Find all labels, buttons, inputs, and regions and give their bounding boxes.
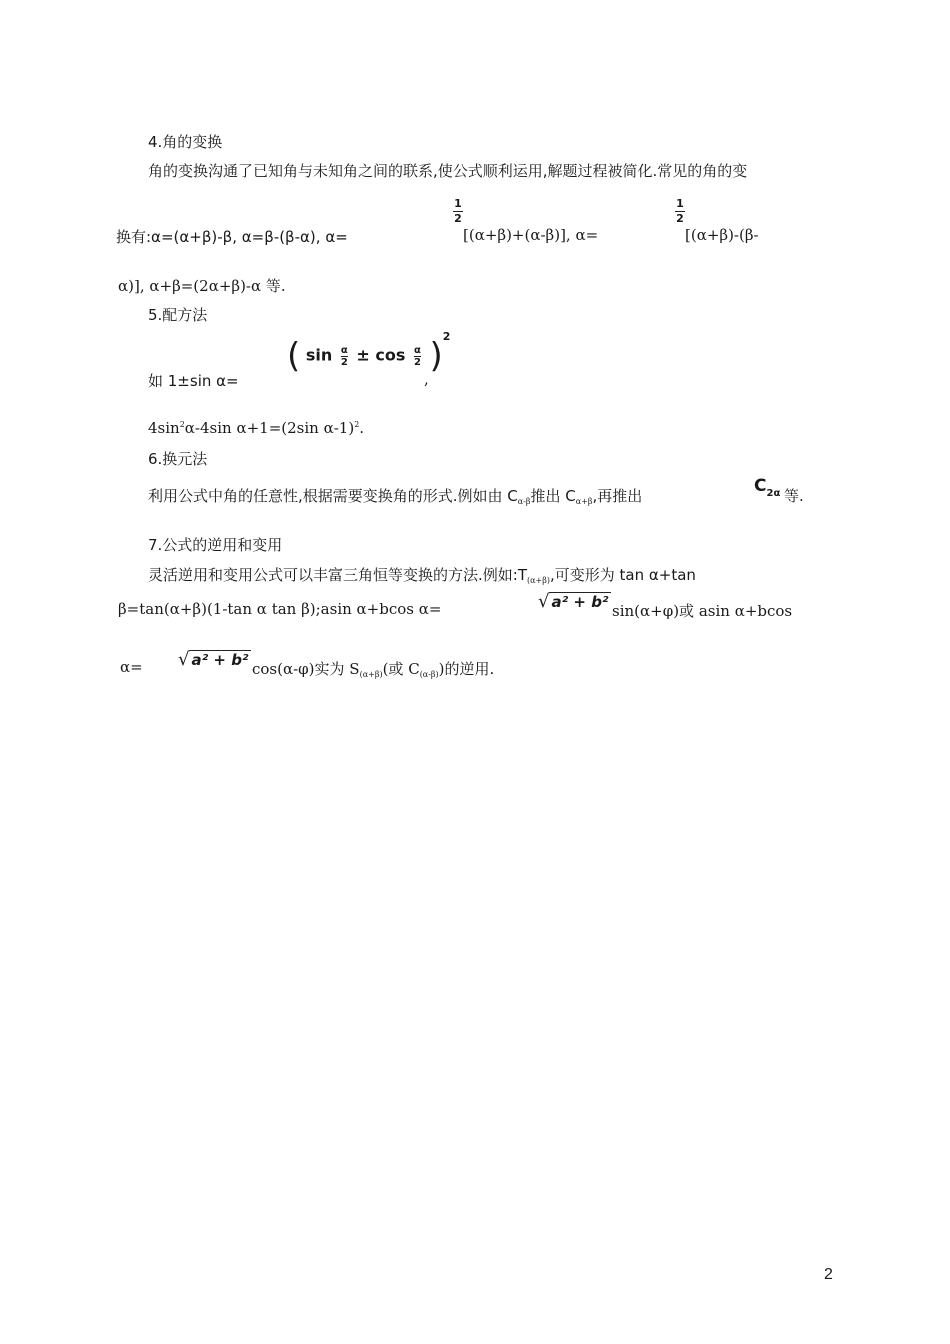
subscript: α+β <box>575 497 593 506</box>
fraction-denominator: 2 <box>676 212 684 225</box>
section-4-line-1: 角的变换沟通了已知角与未知角之间的联系,使公式顺利运用,解题过程被简化.常见的角的变 <box>148 162 748 180</box>
section-5-line-2 <box>148 419 364 437</box>
section-6-line-1 <box>148 485 642 506</box>
math-half-alpha-2 <box>414 345 421 368</box>
math-two: 2 <box>413 356 421 368</box>
math-alpha: α <box>413 344 421 356</box>
fraction-numerator: 1 <box>676 197 684 210</box>
sqrt-a2-b2 <box>538 591 611 612</box>
left-paren: ( <box>287 336 301 376</box>
page-number: 2 <box>824 1266 833 1283</box>
subscript: (α+β) <box>359 670 383 679</box>
section-5-line-2c: . <box>359 419 365 437</box>
math-c-sub: 2α <box>766 488 781 499</box>
math-square: 2 <box>442 330 451 344</box>
section-6-heading: 6.换元法 <box>148 450 208 468</box>
section-7-text-d: (或 C <box>382 660 420 678</box>
section-7-heading: 7.公式的逆用和变用 <box>148 536 283 554</box>
sqrt-a2-b2-2 <box>178 649 251 670</box>
section-4-line-3: α)], α+β=(2α+β)-α 等. <box>118 277 286 295</box>
math-cos: cos <box>375 345 406 365</box>
section-5-line-2a: 4sin <box>148 419 180 437</box>
sqrt-body: a² + b² <box>191 651 249 669</box>
section-7-line-2b: sin(α+φ)或 asin α+bcos <box>612 602 793 620</box>
section-5-line-1a-text: 如 1±sin α= <box>148 372 239 390</box>
math-pm: ± <box>356 345 370 365</box>
section-7-text-c: cos(α-φ)实为 S <box>252 660 360 678</box>
subscript: α-β <box>517 497 531 506</box>
radical-sign: √ <box>178 649 190 670</box>
section-5-line-1a <box>148 370 239 391</box>
section-7-text-e: )的逆用. <box>438 660 495 678</box>
section-6-text-c: ,再推出 <box>592 487 643 505</box>
section-4-line-2b: [(α+β)+(α-β)], α= <box>463 226 599 244</box>
section-6-text-b: 推出 C <box>530 487 576 505</box>
sqrt-body: a² + b² <box>551 593 609 611</box>
math-sin: sin <box>305 345 333 365</box>
math-two: 2 <box>340 356 348 368</box>
math-half-alpha-1 <box>341 345 348 368</box>
section-6-text-d: 等. <box>784 487 804 505</box>
fraction-denominator: 2 <box>454 212 462 225</box>
section-5-heading: 5.配方法 <box>148 306 208 324</box>
subscript: (α-β) <box>419 670 439 679</box>
section-7-text-a: 灵活逆用和变用公式可以丰富三角恒等变换的方法.例如:T <box>148 566 527 584</box>
section-6-text-a: 利用公式中角的任意性,根据需要变换角的形式.例如由 C <box>148 487 518 505</box>
radical-sign: √ <box>538 591 550 612</box>
superscript: 2 <box>354 420 360 429</box>
fraction-numerator: 1 <box>454 197 462 210</box>
superscript: 2 <box>179 420 185 429</box>
section-4-line-2a-text: 换有:α=(α+β)-β, α=β-(β-α), α= <box>116 228 348 246</box>
math-alpha: α <box>340 344 348 356</box>
section-5-comma: , <box>424 370 429 388</box>
section-4-heading: 4.角的变换 <box>148 133 223 151</box>
right-paren: ) <box>429 336 443 376</box>
section-4-line-2c: [(α+β)-(β- <box>685 226 759 244</box>
section-4-line-2a <box>116 226 348 247</box>
subscript: (α+β) <box>527 576 550 585</box>
section-7-text-b: ,可变形为 tan α+tan <box>549 566 696 584</box>
section-7-line-3 <box>252 658 494 679</box>
section-7-line-2a: β=tan(α+β)(1-tan α tan β);asin α+bcos α= <box>118 600 442 618</box>
section-7-line-1 <box>148 564 696 585</box>
math-c-2alpha <box>754 476 781 499</box>
fraction-one-half <box>453 198 463 225</box>
fraction-one-half-2 <box>675 198 685 225</box>
section-7-line-3a: α= <box>120 658 143 676</box>
math-c: C <box>754 476 767 496</box>
section-5-line-2b: α-4sin α+1=(2sin α-1) <box>184 419 355 437</box>
